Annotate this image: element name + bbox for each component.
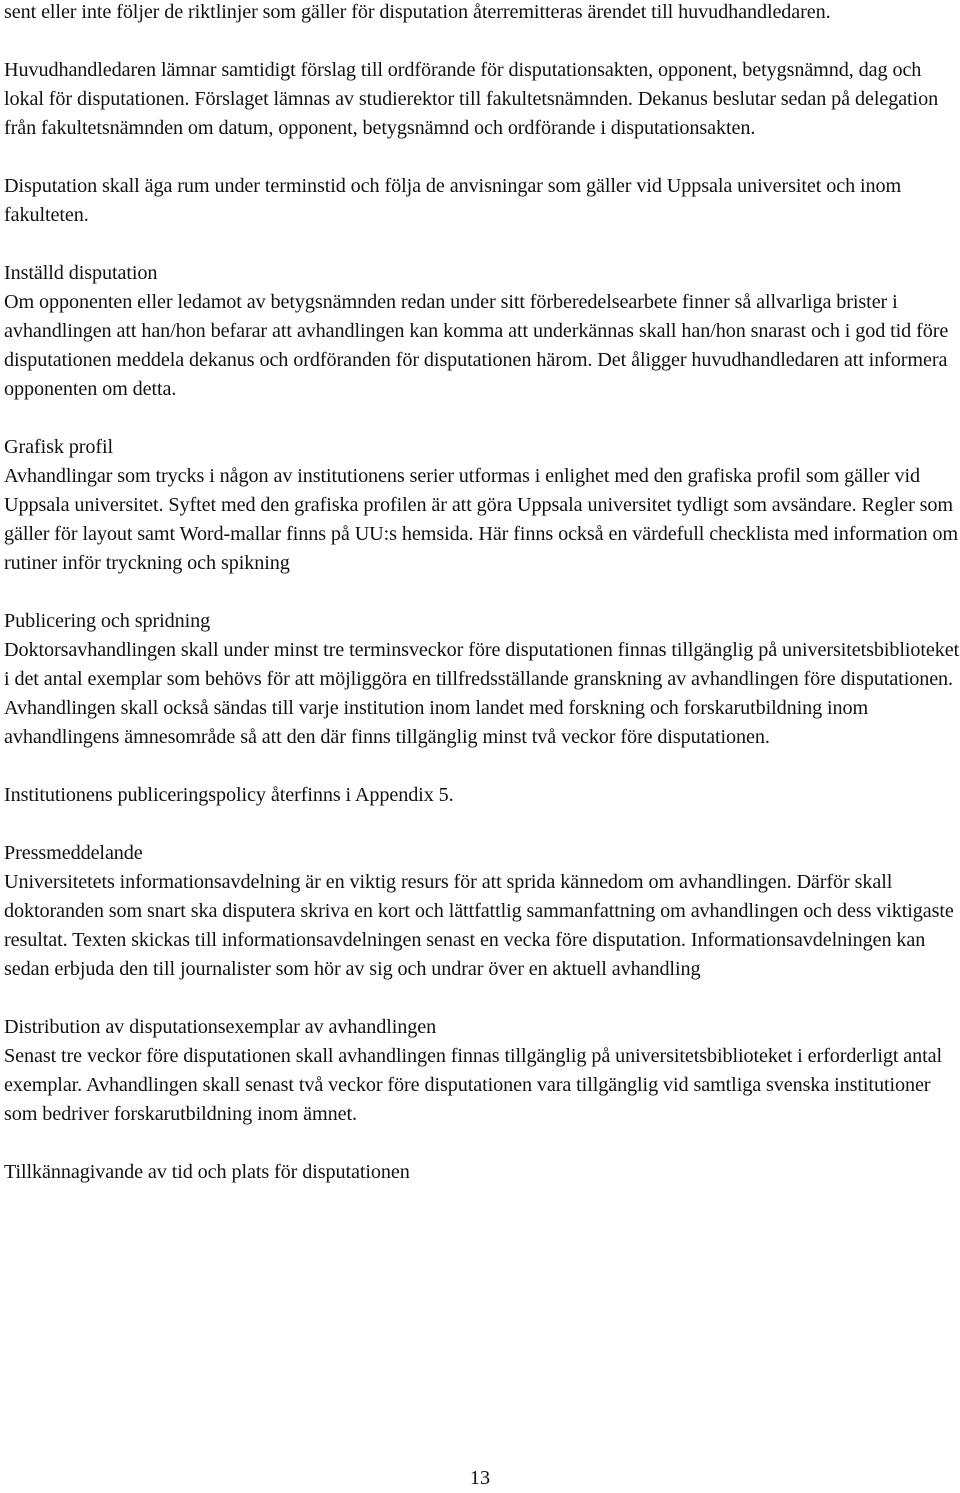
paragraph-proposal: Huvudhandledaren lämnar samtidigt förslag till ordförande för disputationsakten, opponent, betygsnämnd, dag och lokal för disputationen. Förslaget lämnas av studierektor till fakultetsnämnden. Dekanus beslutar sedan på delegation från fakultetsnämnden om datum, opponent, betygsnämnd och ordförande i disputationsakten. — [4, 59, 939, 139]
heading-publicering: Publicering och spridning — [4, 610, 211, 632]
paragraph-grafisk-profil: Avhandlingar som trycks i någon av institutionens serier utformas i enlighet med den grafiska profil som gäller vid Uppsala universitet. Syftet med den grafiska profilen är att göra Uppsala universitet tydligt som avsändare. Regler som gäller för layout samt Word-mallar finns på UU:s hemsida. Här finns också en värdefull checklista med information om rutiner inför tryckning och spikning — [4, 465, 959, 574]
paragraph-installd-disputation: Om opponenten eller ledamot av betygsnämnden redan under sitt förberedelsearbete finner så allvarliga brister i avhandlingen att han/hon befarar att avhandlingen kan komma att underkännas skall han/hon snarast och i god tid före disputationen meddela dekanus och ordföranden för disputationen härom. Det åligger huvudhandledaren att informera opponenten om detta. — [4, 291, 949, 400]
paragraph-pressmeddelande: Universitetets informationsavdelning är en viktig resurs för att sprida kännedom om avhandlingen. Därför skall doktoranden som snart ska disputera skriva en kort och lättfattlig sammanfattning om avhandlingen och dess viktigaste resultat. Texten skickas till informationsavdelningen senast en vecka före disputation. Informationsavdelningen kan sedan erbjuda den till journalister som hör av sig och undrar över en aktuell avhandling — [4, 871, 954, 980]
heading-tillkannagivande: Tillkännagivande av tid och plats för disputationen — [4, 1161, 410, 1183]
page-number: 13 — [469, 1467, 491, 1489]
paragraph-spacer — [4, 578, 960, 607]
paragraph-term-time: Disputation skall äga rum under terminstid och följa de anvisningar som gäller vid Uppsala universitet och inom fakulteten. — [4, 175, 902, 226]
paragraph-distribution: Senast tre veckor före disputationen skall avhandlingen finnas tillgänglig på universitetsbiblioteket i erforderligt antal exemplar. Avhandlingen skall senast två veckor före disputationen vara tillgänglig vid samtliga svenska institutioner som bedriver forskarutbildning inom ämnet. — [4, 1045, 943, 1125]
paragraph-spacer — [4, 984, 960, 1013]
heading-distribution: Distribution av disputationsexemplar av avhandlingen — [4, 1016, 437, 1038]
paragraph-remittance: sent eller inte följer de riktlinjer som gäller för disputation återremitteras ärendet till huvudhandledaren. — [4, 1, 831, 23]
paragraph-spacer — [4, 143, 960, 172]
heading-pressmeddelande: Pressmeddelande — [4, 842, 143, 864]
paragraph-publiceringspolicy: Institutionens publiceringspolicy återfinns i Appendix 5. — [4, 784, 454, 806]
paragraph-publicering: Doktorsavhandlingen skall under minst tre terminsveckor före disputationen finnas tillgänglig på universitetsbiblioteket i det antal exemplar som behövs för att möjliggöra en tillfredsställande granskning av avhandlingen före disputationen. Avhandlingen skall också sändas till varje institution inom landet med forskning och forskarutbildning inom avhandlingens ämnesområde så att den där finns tillgänglig minst två veckor före disputationen. — [4, 639, 960, 748]
paragraph-spacer — [4, 404, 960, 433]
paragraph-spacer — [4, 752, 960, 781]
heading-installd-disputation: Inställd disputation — [4, 262, 158, 284]
document-body — [4, 0, 960, 1187]
paragraph-spacer — [4, 27, 960, 56]
paragraph-spacer — [4, 1129, 960, 1158]
heading-grafisk-profil: Grafisk profil — [4, 436, 114, 458]
paragraph-spacer — [4, 230, 960, 259]
paragraph-spacer — [4, 810, 960, 839]
